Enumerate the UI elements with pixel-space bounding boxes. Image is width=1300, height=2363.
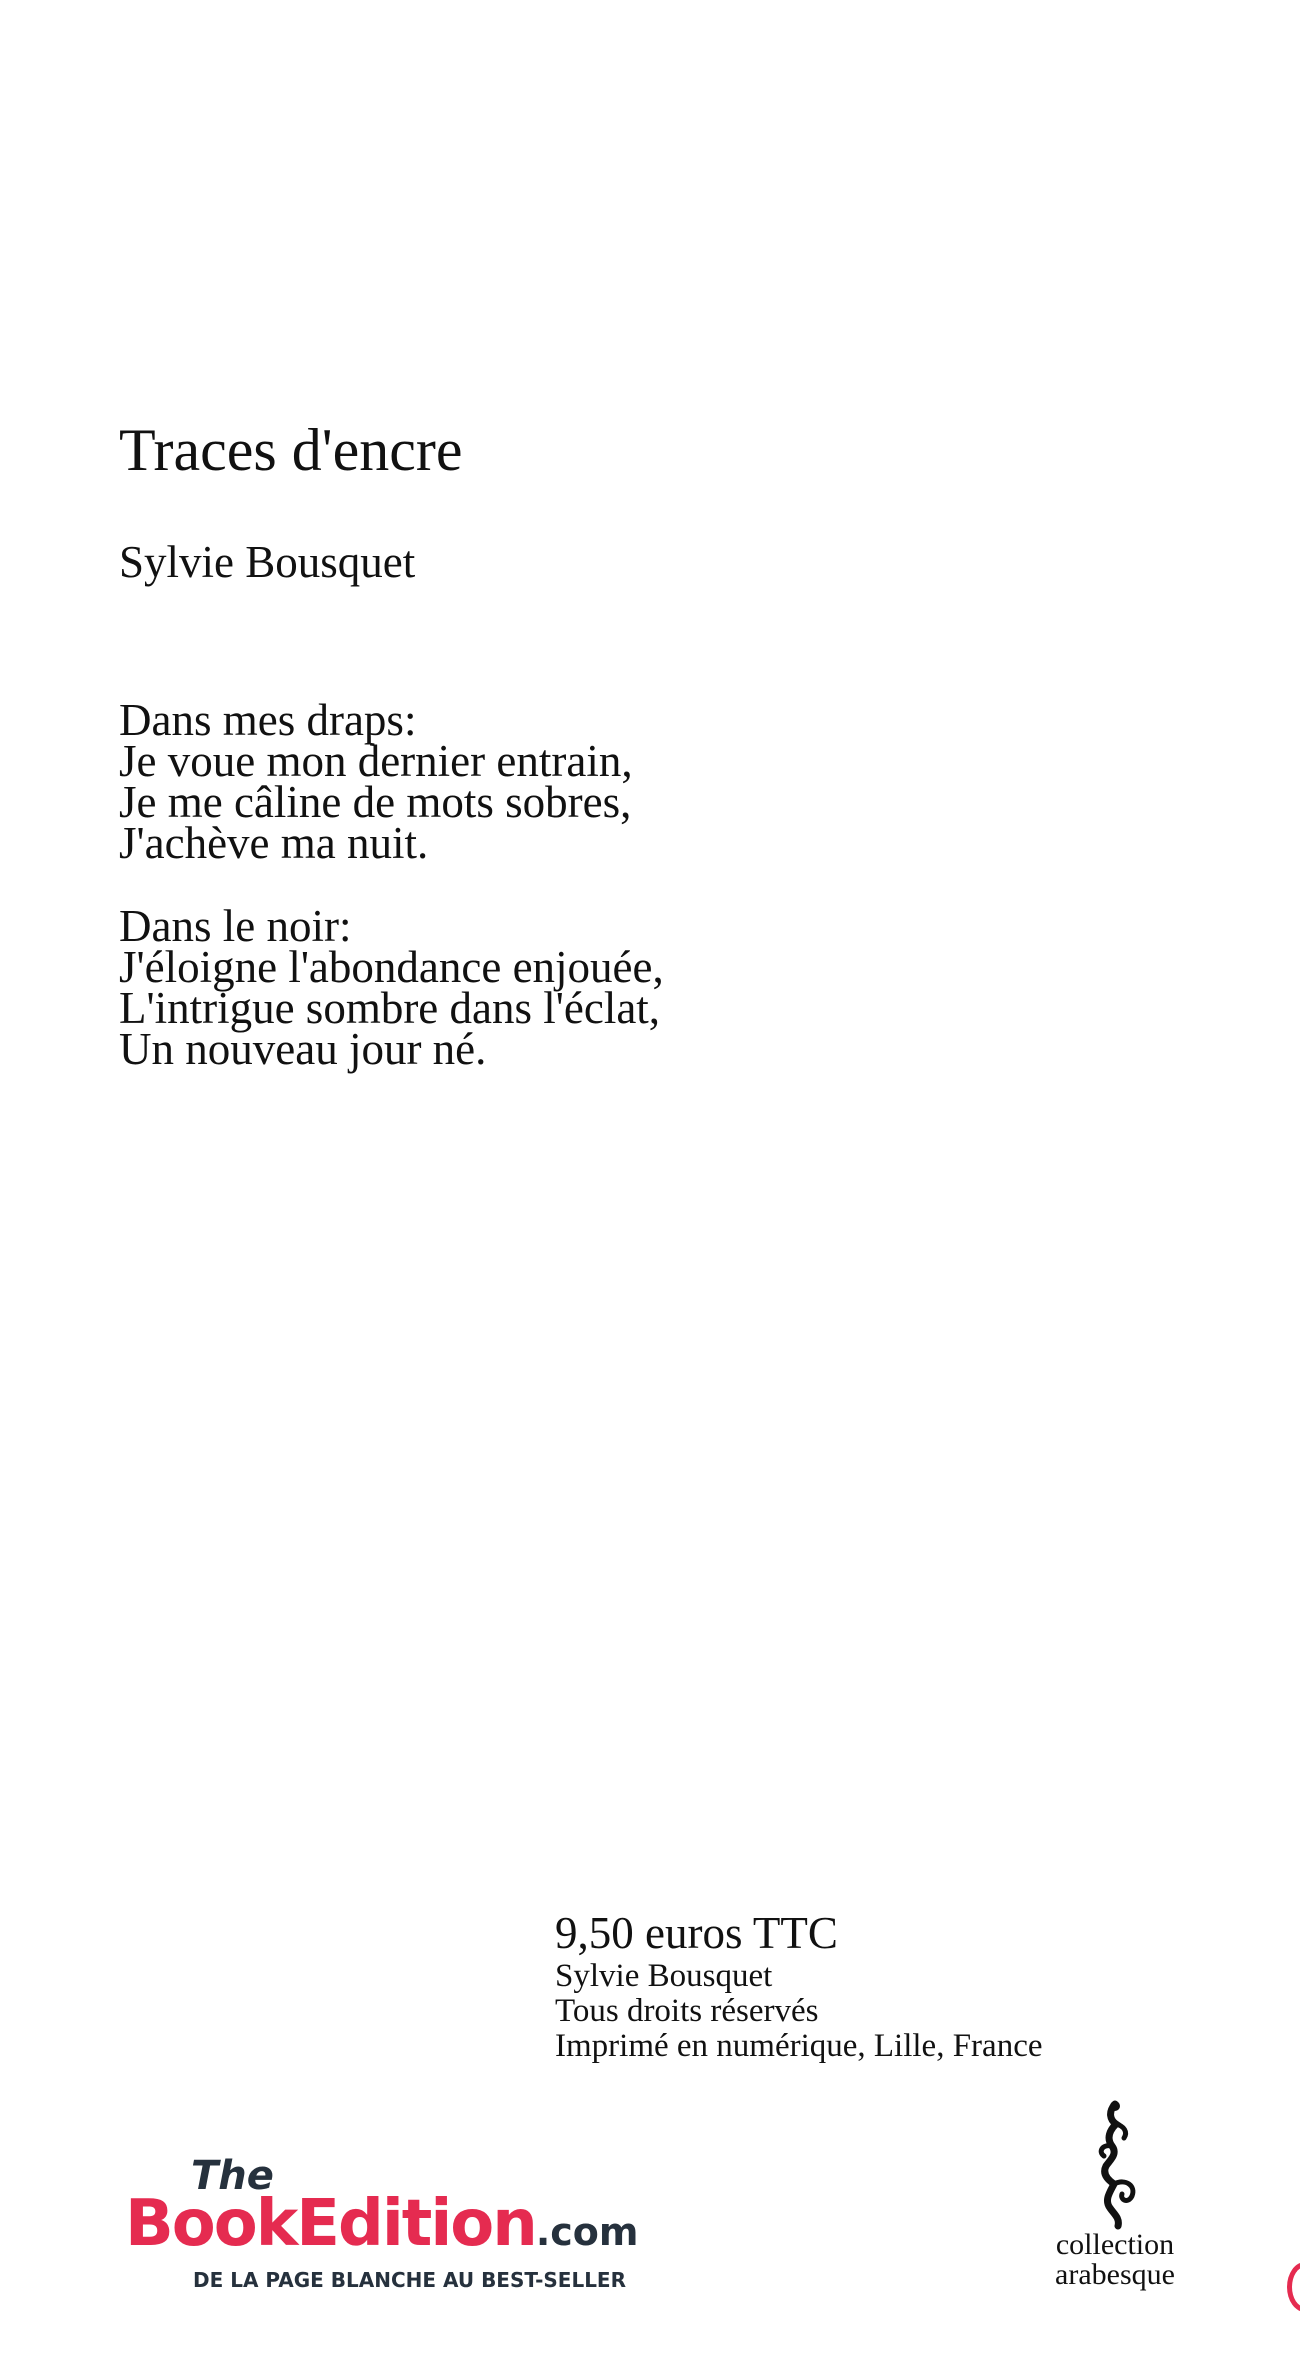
logo-domain: .com — [535, 2210, 639, 2254]
poem-line: Un nouveau jour né. — [119, 1024, 487, 1074]
edge-mark-icon — [1287, 2262, 1300, 2312]
collection-logo — [1020, 2100, 1210, 2310]
bookedition-logo — [125, 2155, 715, 2295]
poem — [119, 695, 1019, 1112]
poem-line: L'intrigue sombre dans l'éclat, — [119, 983, 661, 1033]
colophon-author: Sylvie Bousquet — [555, 1958, 773, 1994]
poem-line: Je voue mon dernier entrain, — [119, 736, 633, 786]
poem-line: J'achève ma nuit. — [119, 818, 429, 868]
colophon — [555, 1907, 1195, 2064]
rights-notice: Tous droits réservés — [555, 1993, 819, 2029]
logo-tagline: DE LA PAGE BLANCHE AU BEST-SELLER — [193, 2268, 626, 2292]
logo-name: BookEdition — [125, 2187, 536, 2261]
poem-line: Dans le noir: — [119, 901, 352, 951]
book-author: Sylvie Bousquet — [119, 537, 416, 587]
arabesque-ornament-icon — [1070, 2100, 1160, 2230]
printing-notice: Imprimé en numérique, Lille, France — [555, 2028, 1043, 2064]
collection-line-1: collection — [1055, 2228, 1175, 2261]
logo-wordmark — [125, 2183, 638, 2273]
poem-stanza-1 — [119, 695, 1019, 868]
poem-stanza-2 — [119, 901, 1019, 1074]
price-label: 9,50 euros TTC — [555, 1908, 838, 1958]
poem-line: Je me câline de mots sobres, — [119, 777, 632, 827]
poem-line: J'éloigne l'abondance enjouée, — [119, 942, 664, 992]
logo-the: The — [191, 2153, 274, 2199]
book-title: Traces d'encre — [119, 417, 463, 483]
poem-line: Dans mes draps: — [119, 695, 417, 745]
collection-line-2: arabesque — [1055, 2258, 1175, 2291]
